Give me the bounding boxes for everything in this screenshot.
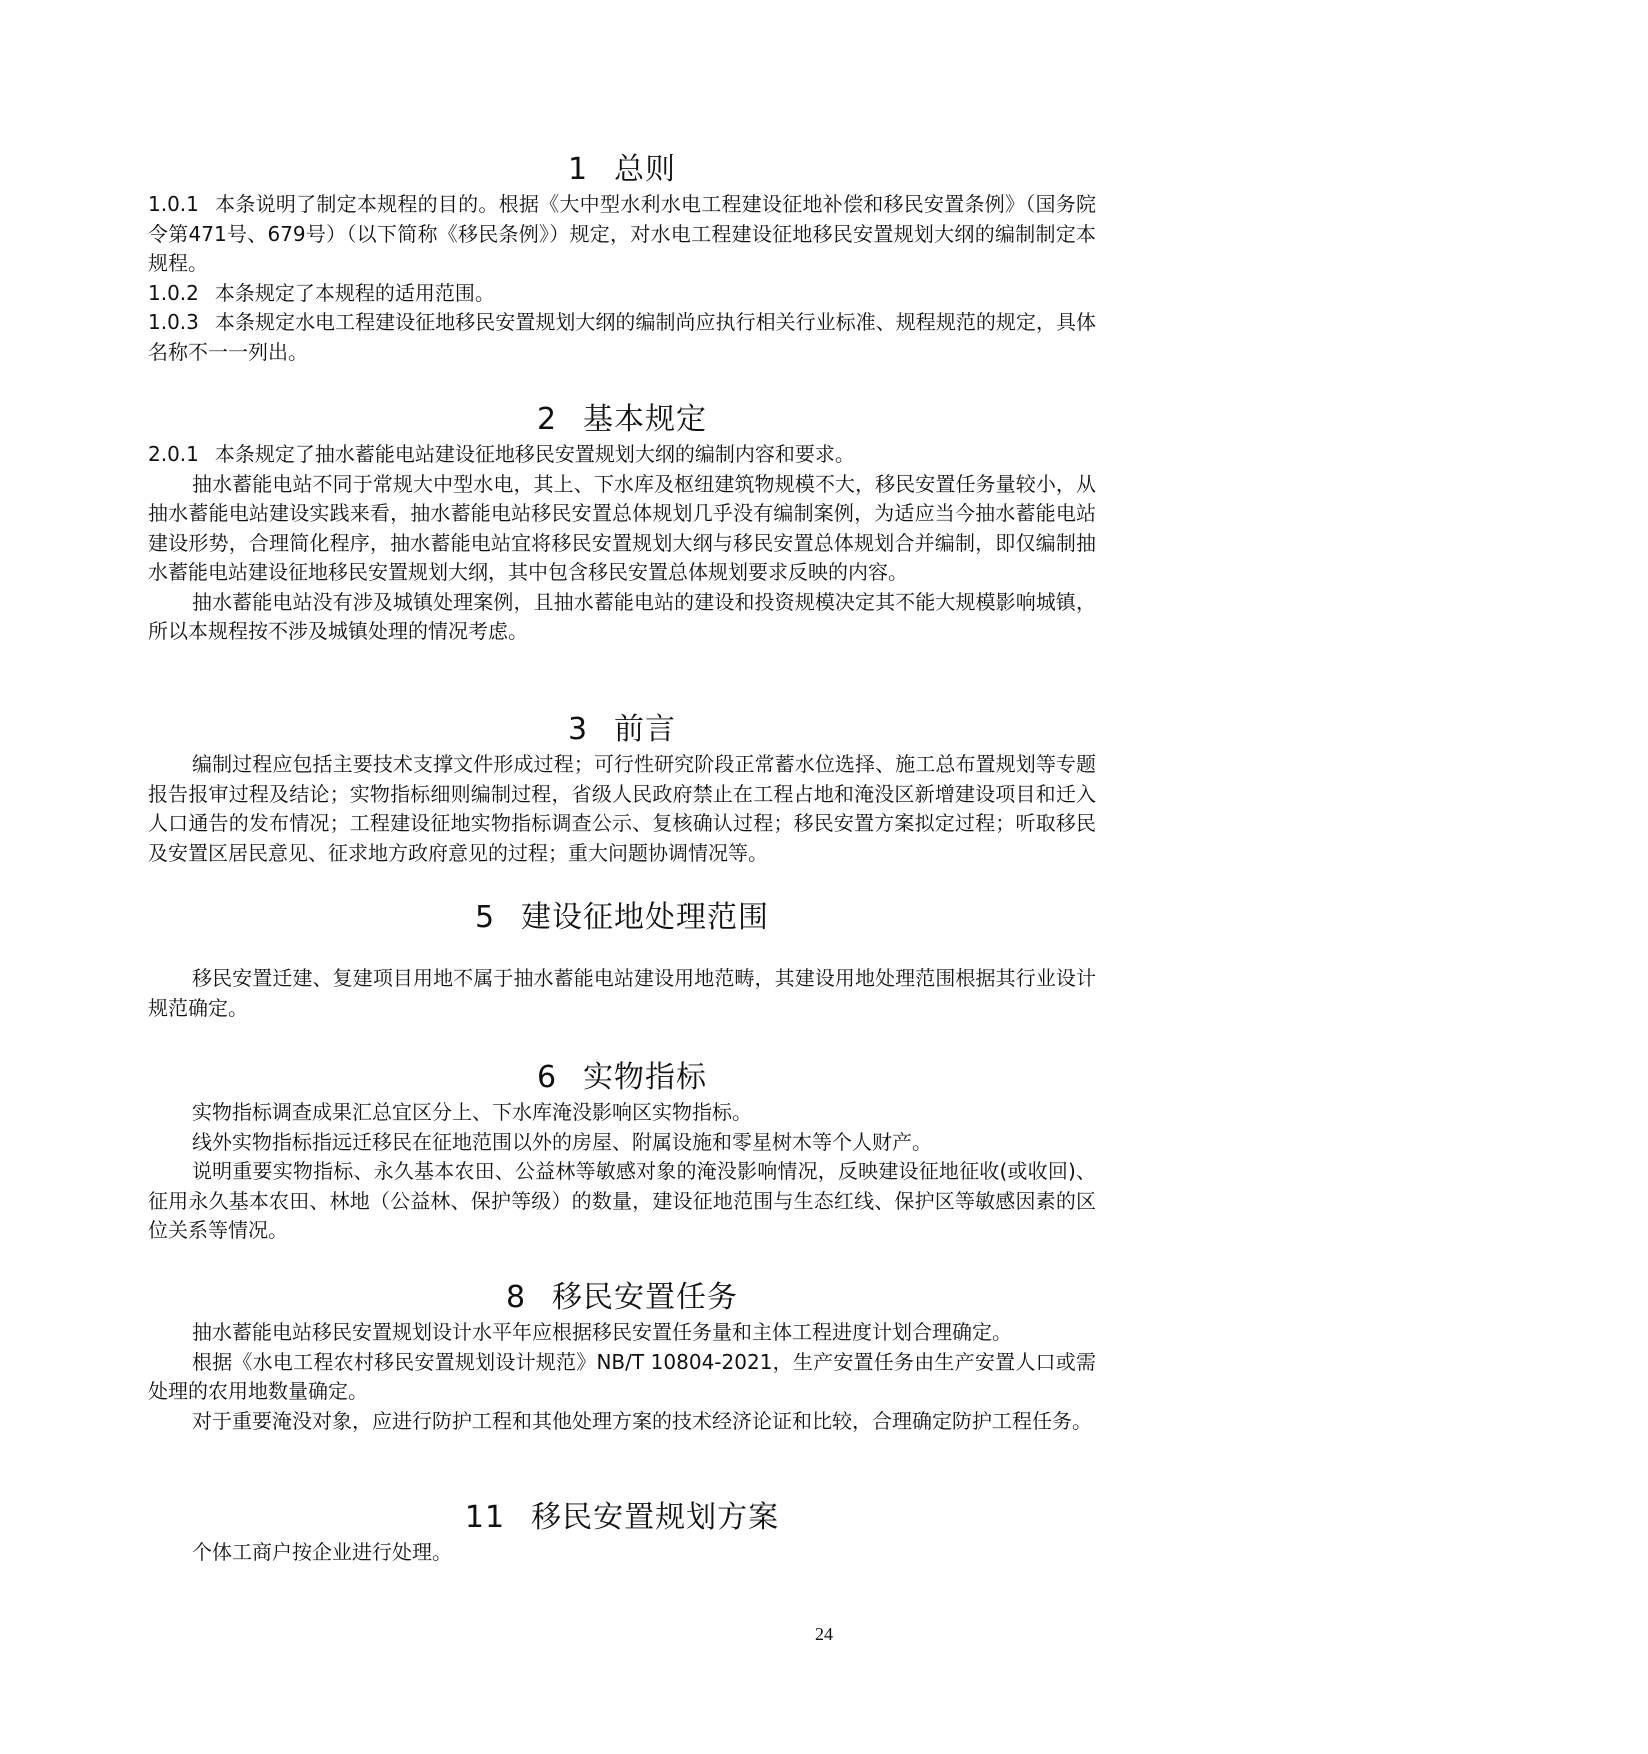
clause-paragraph: 1.0.2 本条规定了本规程的适用范围。 bbox=[148, 280, 495, 305]
section-6 bbox=[148, 1058, 1096, 1246]
section-heading: 8 移民安置任务 bbox=[505, 1280, 739, 1315]
body-paragraph: 线外实物指标指远迁移民在征地范围以外的房屋、附属设施和零星树木等个人财产。 bbox=[192, 1129, 932, 1154]
clause-paragraph: 1.0.1 本条说明了制定本规程的目的。根据《大中型水利水电工程建设征地补偿和移民安置条例》（国务院令第471号、679号）（以下简称《移民条例》）规定，对水电工程建设征地移民安置规划大纲的编制制定本规程。 bbox=[148, 192, 1096, 275]
page-number: 24 bbox=[815, 1624, 833, 1644]
body-paragraph: 抽水蓄能电站没有涉及城镇处理案例，且抽水蓄能电站的建设和投资规模决定其不能大规模影响城镇，所以本规程按不涉及城镇处理的情况考虑。 bbox=[148, 589, 1096, 643]
body-paragraph: 抽水蓄能电站不同于常规大中型水电，其上、下水库及枢纽建筑物规模不大，移民安置任务量较小，从抽水蓄能电站建设实践来看，抽水蓄能电站移民安置总体规划几乎没有编制案例，为适应当今抽水蓄能电站建设形势，合理简化程序，抽水蓄能电站宜将移民安置规划大纲与移民安置总体规划合并编制，即仅编制抽水蓄能电站建设征地移民安置规划大纲，其中包含移民安置总体规划要求反映的内容。 bbox=[148, 471, 1096, 584]
section-11 bbox=[148, 1498, 1096, 1568]
body-paragraph: 实物指标调查成果汇总宜区分上、下水库淹没影响区实物指标。 bbox=[192, 1100, 752, 1124]
section-3 bbox=[148, 710, 1096, 868]
clause-paragraph: 2.0.1 本条规定了抽水蓄能电站建设征地移民安置规划大纲的编制内容和要求。 bbox=[148, 442, 855, 466]
section-5 bbox=[148, 898, 1096, 1023]
section-heading: 3 前言 bbox=[567, 712, 677, 747]
section-heading: 6 实物指标 bbox=[536, 1060, 708, 1095]
section-1 bbox=[148, 150, 1096, 367]
section-heading: 5 建设征地处理范围 bbox=[474, 900, 770, 935]
section-8 bbox=[148, 1278, 1096, 1436]
section-2 bbox=[148, 400, 1096, 647]
section-heading: 11 移民安置规划方案 bbox=[464, 1500, 780, 1535]
body-paragraph: 根据《水电工程农村移民安置规划设计规范》NB/T 10804-2021，生产安置任务由生产安置人口或需处理的农用地数量确定。 bbox=[148, 1349, 1096, 1403]
section-heading: 1 总则 bbox=[567, 152, 677, 187]
body-paragraph: 对于重要淹没对象，应进行防护工程和其他处理方案的技术经济论证和比较，合理确定防护工程任务。 bbox=[192, 1408, 1092, 1433]
section-heading: 2 基本规定 bbox=[536, 402, 708, 437]
clause-paragraph: 1.0.3 本条规定水电工程建设征地移民安置规划大纲的编制尚应执行相关行业标准、规程规范的规定，具体名称不一一列出。 bbox=[148, 310, 1096, 364]
body-paragraph: 编制过程应包括主要技术支撑文件形成过程；可行性研究阶段正常蓄水位选择、施工总布置规划等专题报告报审过程及结论；实物指标细则编制过程，省级人民政府禁止在工程占地和淹没区新增建设项目和迁入人口通告的发布情况；工程建设征地实物指标调查公示、复核确认过程；移民安置方案拟定过程；听取移民及安置区居民意见、征求地方政府意见的过程；重大问题协调情况等。 bbox=[148, 752, 1096, 865]
body-paragraph: 移民安置迁建、复建项目用地不属于抽水蓄能电站建设用地范畴，其建设用地处理范围根据其行业设计规范确定。 bbox=[148, 966, 1096, 1020]
body-paragraph: 抽水蓄能电站移民安置规划设计水平年应根据移民安置任务量和主体工程进度计划合理确定。 bbox=[192, 1320, 1012, 1344]
body-paragraph: 个体工商户按企业进行处理。 bbox=[192, 1540, 452, 1564]
body-paragraph: 说明重要实物指标、永久基本农田、公益林等敏感对象的淹没影响情况，反映建设征地征收(或收回)、征用永久基本农田、林地（公益林、保护等级）的数量，建设征地范围与生态红线、保护区等敏感因素的区位关系等情况。 bbox=[148, 1159, 1096, 1242]
